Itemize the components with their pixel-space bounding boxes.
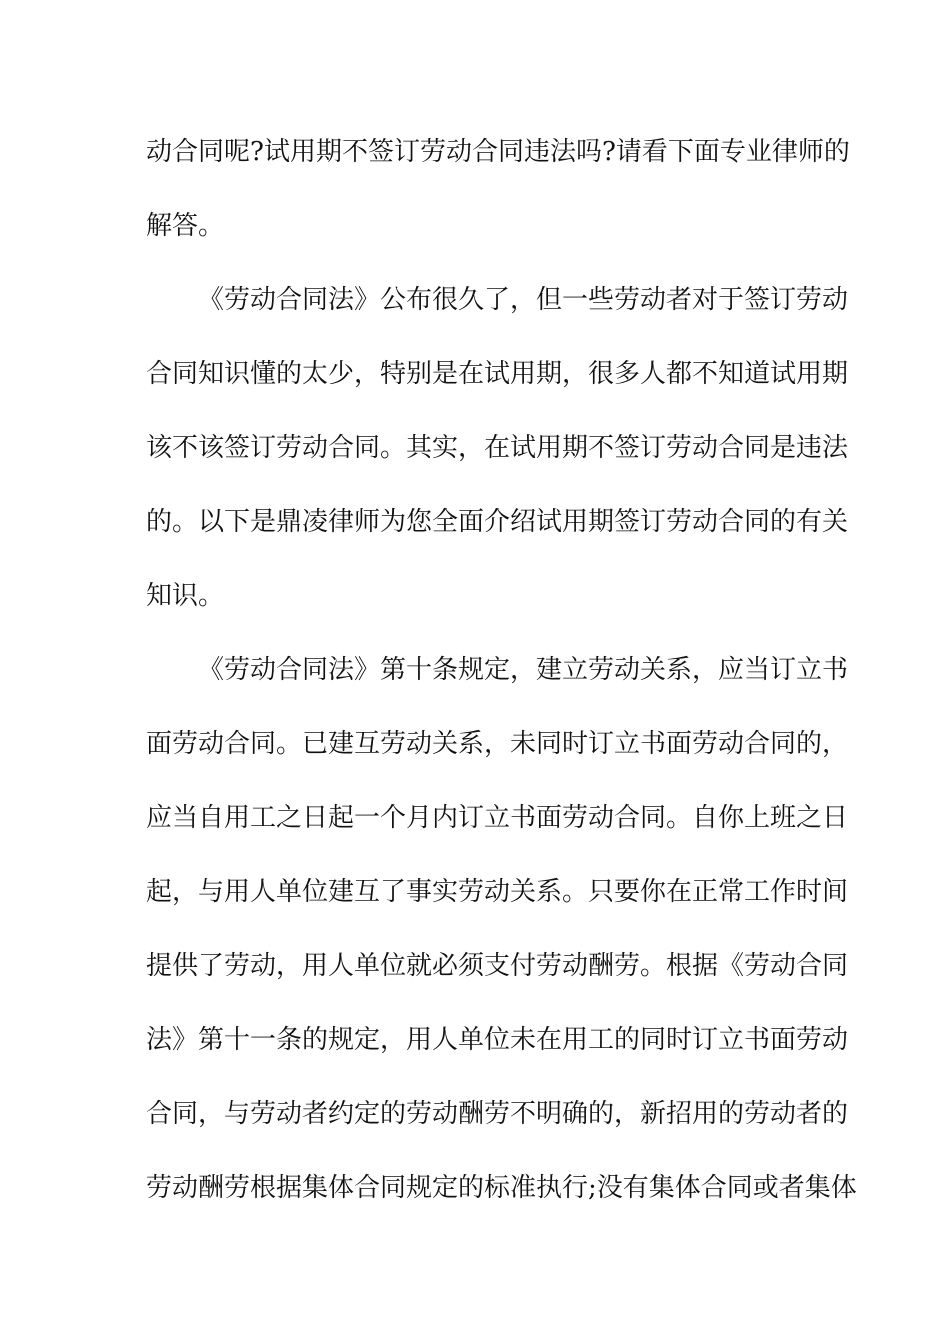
paragraph-start-line: 《劳动合同法》公布很久了，但一些劳动者对于签订劳动: [198, 285, 849, 315]
text-line: 动合同呢?试用期不签订劳动合同违法吗?请看下面专业律师的: [146, 137, 850, 167]
text-line: 面劳动合同。已建互劳动关系，未同时订立书面劳动合同的，: [146, 729, 849, 759]
text-line: 知识。: [146, 581, 225, 611]
text-line: 合同知识懂的太少，特别是在试用期，很多人都不知道试用期: [146, 359, 849, 389]
text-line: 该不该签订劳动合同。其实，在试用期不签订劳动合同是违法: [146, 433, 849, 463]
text-line: 劳动酬劳根据集体合同规定的标准执行;没有集体合同或者集体: [146, 1173, 857, 1203]
text-line: 的。以下是鼎凌律师为您全面介绍试用期签订劳动合同的有关: [146, 507, 849, 537]
document-body: [146, 128, 857, 1238]
text-line: 起，与用人单位建互了事实劳动关系。只要你在正常工作时间: [146, 877, 849, 907]
text-line: 应当自用工之日起一个月内订立书面劳动合同。自你上班之日: [146, 803, 849, 833]
paragraph-start-line: 《劳动合同法》第十条规定，建立劳动关系，应当订立书: [198, 655, 849, 685]
text-line: 合同，与劳动者约定的劳动酬劳不明确的，新招用的劳动者的: [146, 1099, 849, 1129]
text-line: 解答。: [146, 211, 225, 241]
text-line: 法》第十一条的规定，用人单位未在用工的同时订立书面劳动: [146, 1025, 849, 1055]
text-line: 提供了劳动，用人单位就必须支付劳动酬劳。根据《劳动合同: [146, 951, 849, 981]
